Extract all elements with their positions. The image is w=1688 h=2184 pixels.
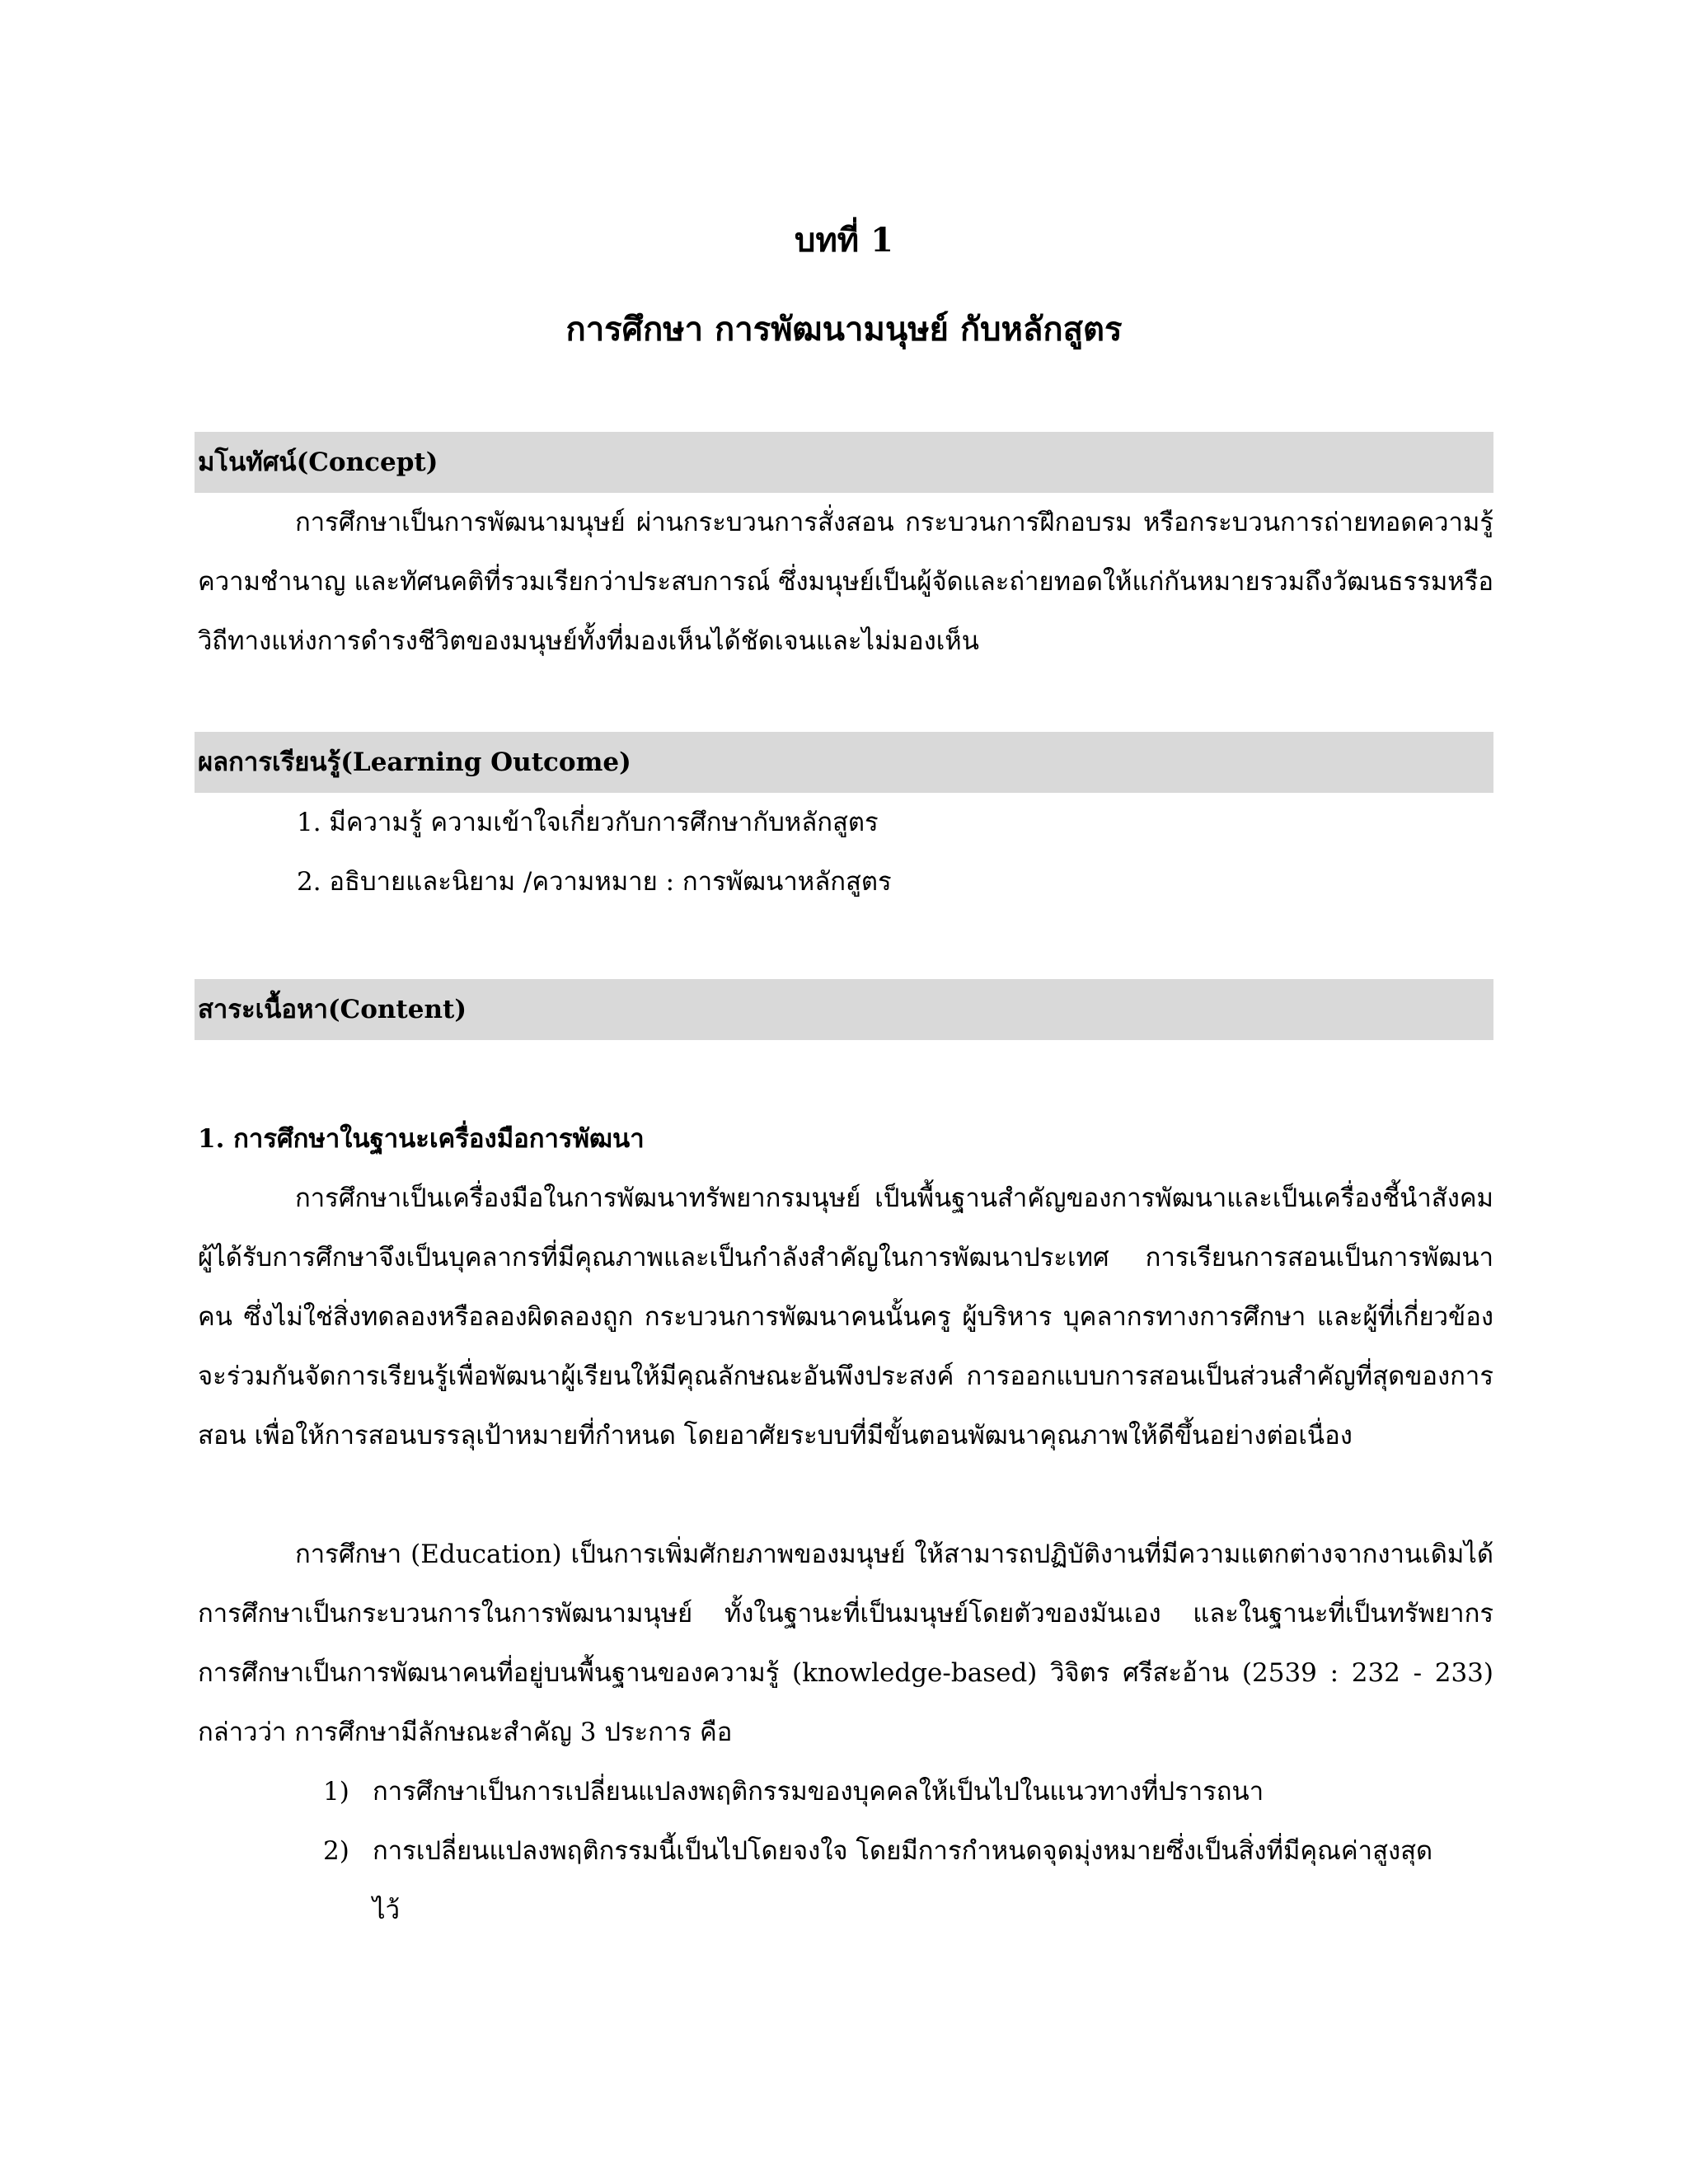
chapter-label: บทที่ 1	[795, 221, 893, 260]
chapter-title: การศึกษา การพัฒนามนุษย์ กับหลักสูตร	[565, 310, 1123, 349]
list-item-number: 2)	[323, 1836, 349, 1866]
section-1-title: 1. การศึกษาในฐานะเครื่องมือการพัฒนา	[198, 1124, 645, 1154]
outcome-item: 2. อธิบายและนิยาม /ความหมาย : การพัฒนาหลักสูตร	[297, 867, 892, 897]
concept-paragraph: การศึกษาเป็นการพัฒนามนุษย์ ผ่านกระบวนการสั่งสอน กระบวนการฝึกอบรม หรือกระบวนการถ่ายทอดความรู้ ความชำนาญ และทัศนคติที่รวมเรียกว่าประสบการณ์ ซึ่งมนุษย์เป็นผู้จัดและถ่ายทอดให้แก่กันหมายรวมถึงวัฒนธรรมหรือวิถีทางแห่งการดำรงชีวิตของมนุษย์ทั้งที่มองเห็นได้ชัดเจนและไม่มองเห็น	[198, 508, 1493, 656]
list-item-text: การเปลี่ยนแปลงพฤติกรรมนี้เป็นไปโดยจงใจ โดยมีการกำหนดจุดมุ่งหมายซึ่งเป็นสิ่งที่มีคุณค่าสูงสุดไว้	[373, 1836, 1433, 1925]
outcome-item: 1. มีความรู้ ความเข้าใจเกี่ยวกับการศึกษากับหลักสูตร	[297, 808, 879, 837]
content-paragraph-2: การศึกษา (Education) เป็นการเพิ่มศักยภาพของมนุษย์ ให้สามารถปฏิบัติงานที่มีความแตกต่างจากงานเดิมได้ การศึกษาเป็นกระบวนการในการพัฒนามนุษย์ ทั้งในฐานะที่เป็นมนุษย์โดยตัวของมันเอง และในฐานะที่เป็นทรัพยากร การศึกษาเป็นการพัฒนาคนที่อยู่บนพื้นฐานของความรู้ (knowledge-based) วิจิตร ศรีสะอ้าน (2539 : 232 - 233) กล่าวว่า การศึกษามีลักษณะสำคัญ 3 ประการ คือ	[198, 1540, 1493, 1747]
list-item	[323, 1762, 1444, 1821]
list-item-text: การศึกษาเป็นการเปลี่ยนแปลงพฤติกรรมของบุคคลให้เป็นไปในแนวทางที่ปรารถนา	[373, 1777, 1264, 1807]
list-item-number: 1)	[323, 1777, 349, 1807]
list-item	[323, 1821, 1444, 1940]
content-heading: สาระเนื้อหา(Content)	[195, 979, 1493, 1040]
outcome-heading: ผลการเรียนรู้(Learning Outcome)	[195, 732, 1493, 793]
content-paragraph-1: การศึกษาเป็นเครื่องมือในการพัฒนาทรัพยากรมนุษย์ เป็นพื้นฐานสำคัญของการพัฒนาและเป็นเครื่องชี้นำสังคม ผู้ได้รับการศึกษาจึงเป็นบุคลากรที่มีคุณภาพและเป็นกำลังสำคัญในการพัฒนาประเทศ การเรียนการสอนเป็นการพัฒนาคน ซึ่งไม่ใช่สิ่งทดลองหรือลองผิดลองถูก กระบวนการพัฒนาคนนั้นครู ผู้บริหาร บุคลากรทางการศึกษา และผู้ที่เกี่ยวข้องจะร่วมกันจัดการเรียนรู้เพื่อพัฒนาผู้เรียนให้มีคุณลักษณะอันพึงประสงค์ การออกแบบการสอนเป็นส่วนสำคัญที่สุดของการสอน เพื่อให้การสอนบรรลุเป้าหมายที่กำหนด โดยอาศัยระบบที่มีขั้นตอนพัฒนาคุณภาพให้ดีขึ้นอย่างต่อเนื่อง	[198, 1183, 1493, 1451]
concept-heading: มโนทัศน์(Concept)	[195, 432, 1493, 493]
